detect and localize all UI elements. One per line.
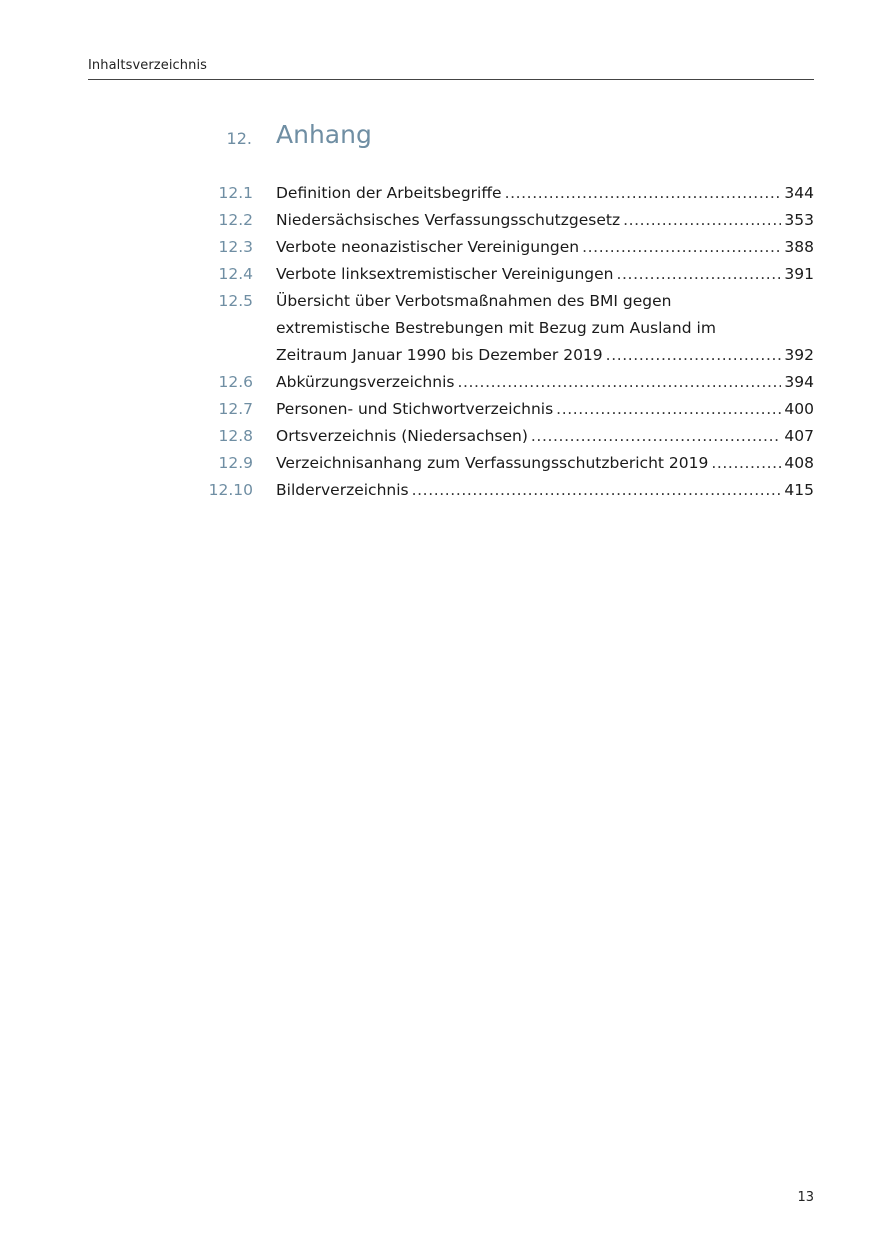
- toc-entry-page: 388: [784, 238, 814, 256]
- toc-entry[interactable]: [176, 207, 814, 234]
- toc-entry-page: 407: [784, 427, 814, 445]
- toc-entry[interactable]: [176, 450, 814, 477]
- toc-entry-line: [276, 477, 814, 504]
- toc-entry-number: 12.5: [218, 292, 253, 310]
- toc-entry-number: 12.10: [208, 481, 253, 499]
- dot-leader: [711, 450, 781, 477]
- toc-entry[interactable]: [176, 369, 814, 396]
- toc-entry-number: 12.2: [218, 211, 253, 229]
- toc-entry-page: 353: [784, 211, 814, 229]
- toc-entry-page: 344: [784, 184, 814, 202]
- toc-entry-line: [276, 423, 814, 450]
- toc-entry-title-line: Übersicht über Verbotsmaßnahmen des BMI gegen: [276, 292, 672, 310]
- dot-leader: [505, 180, 782, 207]
- toc-entry-number: 12.6: [218, 373, 253, 391]
- dot-leader: [531, 423, 782, 450]
- dot-leader: [617, 261, 782, 288]
- dot-leader: [606, 342, 782, 369]
- table-of-contents: [176, 180, 814, 504]
- toc-entry-title: Niedersächsisches Verfassungsschutzgesetz: [276, 211, 621, 229]
- dot-leader: [556, 396, 781, 423]
- toc-entry[interactable]: [176, 180, 814, 207]
- toc-entry-number: 12.4: [218, 265, 253, 283]
- toc-entry[interactable]: [176, 396, 814, 423]
- toc-entry-line: [276, 396, 814, 423]
- toc-entry-number: 12.7: [218, 400, 253, 418]
- toc-entry-page: 394: [784, 373, 814, 391]
- chapter-number: 12.: [226, 129, 252, 148]
- header-rule: [88, 79, 814, 80]
- toc-entry-line: [276, 234, 814, 261]
- dot-leader: [412, 477, 782, 504]
- toc-entry-line: [276, 180, 814, 207]
- toc-entry-number: 12.8: [218, 427, 253, 445]
- toc-entry-title: Verbote linksextremistischer Vereinigungen: [276, 265, 614, 283]
- running-head: Inhaltsverzeichnis: [88, 58, 208, 73]
- chapter-title: Anhang: [276, 120, 372, 149]
- toc-entry-line: [276, 342, 814, 369]
- toc-entry-title: Personen- und Stichwortverzeichnis: [276, 400, 554, 418]
- toc-entry-line: [276, 207, 814, 234]
- toc-entry-title: Definition der Arbeitsbegriffe: [276, 184, 502, 202]
- toc-entry-number: 12.1: [218, 184, 253, 202]
- toc-entry-title: Bilderverzeichnis: [276, 481, 409, 499]
- toc-entry[interactable]: [176, 288, 814, 369]
- toc-entry-number: 12.3: [218, 238, 253, 256]
- dot-leader: [623, 207, 781, 234]
- toc-entry[interactable]: [176, 477, 814, 504]
- toc-entry-title-line: extremistische Bestrebungen mit Bezug zum Ausland im: [276, 319, 716, 337]
- toc-entry-page: 392: [784, 346, 814, 364]
- toc-entry-line: [276, 261, 814, 288]
- toc-entry-line: [276, 450, 814, 477]
- dot-leader: [457, 369, 781, 396]
- toc-entry[interactable]: [176, 234, 814, 261]
- toc-entry[interactable]: [176, 261, 814, 288]
- toc-entry-title: Abkürzungsverzeichnis: [276, 373, 455, 391]
- page-number: 13: [797, 1190, 814, 1205]
- toc-entry-title: Ortsverzeichnis (Niedersachsen): [276, 427, 528, 445]
- toc-entry-page: 391: [784, 265, 814, 283]
- toc-entry[interactable]: [176, 423, 814, 450]
- toc-entry-title: Verzeichnisanhang zum Verfassungsschutzbericht 2019: [276, 454, 709, 472]
- toc-entry-title: Verbote neonazistischer Vereinigungen: [276, 238, 580, 256]
- toc-entry-page: 408: [784, 454, 814, 472]
- dot-leader: [582, 234, 781, 261]
- toc-entry-number: 12.9: [218, 454, 253, 472]
- toc-entry-line: [276, 369, 814, 396]
- toc-entry-page: 415: [784, 481, 814, 499]
- toc-entry-page: 400: [784, 400, 814, 418]
- toc-entry-title: Zeitraum Januar 1990 bis Dezember 2019: [276, 346, 603, 364]
